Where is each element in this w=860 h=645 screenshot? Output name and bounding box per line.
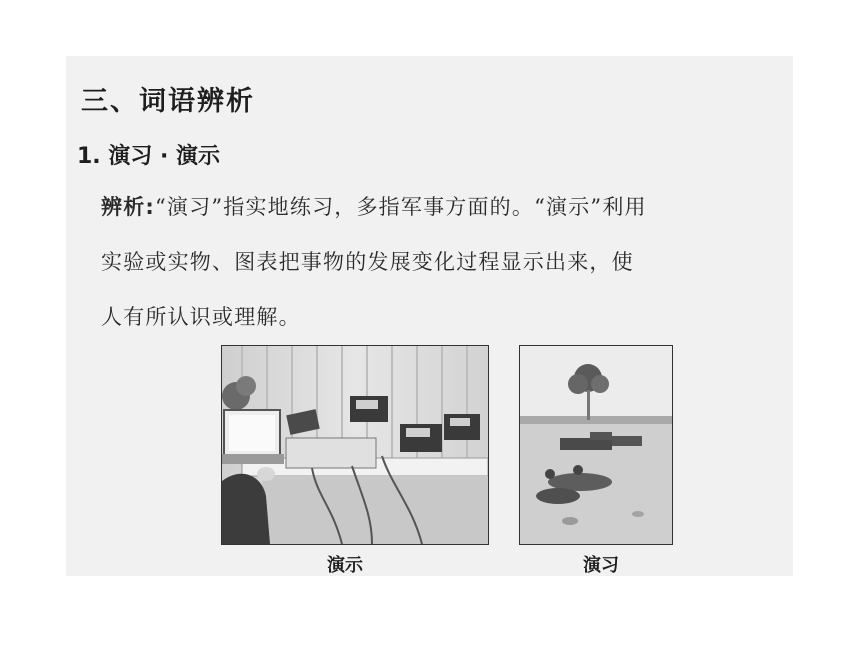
analysis-paragraph bbox=[101, 180, 791, 345]
analysis-label: 辨析: bbox=[101, 195, 155, 219]
analysis-line-1 bbox=[101, 180, 791, 235]
demo-photo bbox=[221, 345, 489, 545]
analysis-line-2: 实验或实物、图表把事物的发展变化过程显示出来，使 bbox=[101, 250, 634, 274]
section-heading: 三、词语辨析 bbox=[81, 86, 255, 117]
demo-photo-illustration bbox=[222, 346, 488, 544]
analysis-text-1: “演习”指实地练习，多指军事方面的。“演示”利用 bbox=[155, 195, 647, 219]
drill-photo-illustration bbox=[520, 346, 672, 544]
analysis-line-3: 人有所认识或理解。 bbox=[101, 305, 301, 329]
drill-caption: 演习 bbox=[583, 555, 619, 576]
demo-caption: 演示 bbox=[327, 555, 363, 576]
drill-photo bbox=[519, 345, 673, 545]
item-title: 1. 演习 · 演示 bbox=[77, 144, 221, 169]
